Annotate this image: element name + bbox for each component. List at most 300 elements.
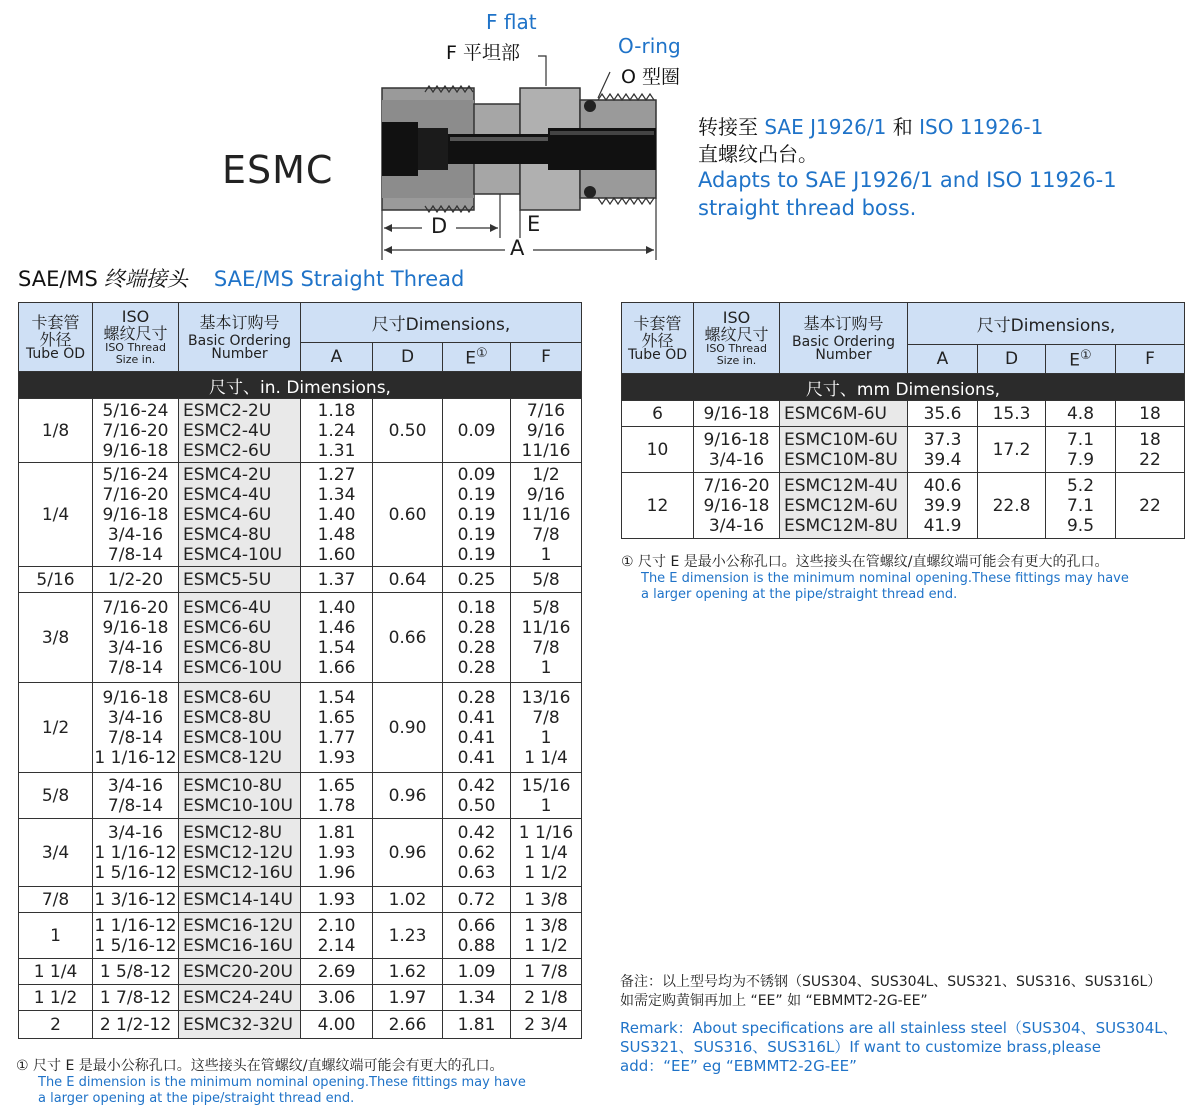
f-flat-label-cn: F 平坦部 <box>446 42 520 64</box>
dimension-f-cell-value: 7/8 <box>532 637 560 658</box>
dimension-e-cell-value: 0.28 <box>457 657 496 678</box>
dimension-a-cell-value: 1.66 <box>317 657 356 678</box>
ordering-number-cell-value: ESMC2-4U <box>183 420 272 441</box>
footnote-mark-left: ① <box>16 1058 29 1074</box>
dimension-d-cell: 0.90 <box>373 683 443 773</box>
ordering-number-cell-value: ESMC8-6U <box>183 687 272 708</box>
dimension-a-cell-value: 1.18 <box>317 400 356 421</box>
dimension-d-label: D <box>431 214 448 238</box>
ordering-number-cell-value: ESMC8-8U <box>183 707 272 728</box>
dimension-a-cell <box>908 401 978 427</box>
thread-size-cell-value: 7/8-14 <box>107 657 164 678</box>
table-row <box>622 401 1185 427</box>
table-row <box>19 819 582 887</box>
section-title <box>18 263 464 293</box>
ordering-number-cell <box>179 593 301 683</box>
oring-label-en: O-ring <box>618 34 681 58</box>
footnote-en-1: The E dimension is the minimum nominal opening.These fittings may have <box>641 571 1129 586</box>
thread-size-cell-value: 1 7/8-12 <box>99 987 172 1008</box>
dimension-f-cell: 22 <box>1116 473 1185 539</box>
footnote-en-left-2: a larger opening at the pipe/straight thread end. <box>38 1091 355 1106</box>
ordering-number-cell-value: ESMC2-6U <box>183 440 272 461</box>
tube-od-cell: 10 <box>622 427 694 473</box>
remark-cn-1: 备注：以上型号均为不锈钢（SUS304、SUS304L、SUS321、SUS316、SUS316L） <box>620 974 1162 990</box>
product-title: ESMC <box>222 148 334 192</box>
tube-od-cell: 12 <box>622 473 694 539</box>
dimension-e-cell-value: 0.28 <box>457 637 496 658</box>
header-a-mm: A <box>908 345 978 374</box>
tube-od-cell: 2 <box>19 1011 93 1039</box>
dimension-a-cell-value: 1.24 <box>317 420 356 441</box>
dimension-e-cell-value: 0.63 <box>457 862 496 883</box>
thread-size-cell-value: 1 1/16-12 <box>94 842 177 863</box>
dimension-e-cell <box>443 463 511 567</box>
table-row <box>19 399 582 463</box>
dimension-e-cell <box>443 1011 511 1039</box>
table-row <box>19 887 582 913</box>
ordering-number-cell <box>179 913 301 959</box>
thread-size-cell <box>93 567 179 593</box>
thread-size-cell-value: 9/16-18 <box>102 504 169 525</box>
dimension-a-cell-value: 2.69 <box>317 961 356 982</box>
footnote-mark: ① <box>621 554 634 570</box>
dimension-a-cell <box>301 463 373 567</box>
thread-size-cell <box>93 773 179 819</box>
ordering-number-cell-value: ESMC4-2U <box>183 464 272 485</box>
dimension-d-cell: 1.02 <box>373 887 443 913</box>
dimension-a-cell <box>301 913 373 959</box>
remark-cn-2: 如需定购黄铜再加上 “EE” 如 “EBMMT2-2G-EE” <box>620 993 928 1009</box>
dimension-f-cell-value: 7/8 <box>532 707 560 728</box>
dimension-f-cell-value: 9/16 <box>526 420 566 441</box>
dimension-a-cell-value: 41.9 <box>923 515 962 536</box>
dimension-a-cell <box>301 959 373 985</box>
dimension-f-cell-value: 15/16 <box>521 775 571 796</box>
thread-size-cell <box>694 473 780 539</box>
ordering-number-cell <box>179 819 301 887</box>
ordering-number-cell-value: ESMC20-20U <box>183 961 293 982</box>
ordering-number-cell <box>179 567 301 593</box>
table-row <box>19 683 582 773</box>
dimension-e-cell-value: 1.09 <box>457 961 496 982</box>
dimension-f-cell-value: 1 <box>540 795 552 816</box>
dimension-e-cell-value: 0.88 <box>457 935 496 956</box>
header-a: A <box>301 343 373 372</box>
dimension-a-cell <box>301 1011 373 1039</box>
header-dimensions-mm: 尺寸Dimensions, <box>908 303 1185 345</box>
thread-size-cell-value: 7/16-20 <box>102 484 169 505</box>
dimension-a-cell-value: 1.65 <box>317 707 356 728</box>
dimension-e-cell-value: 0.50 <box>457 795 496 816</box>
table-row <box>622 473 1185 539</box>
dimension-a-cell-value: 4.00 <box>317 1014 356 1035</box>
dimension-e-cell <box>443 593 511 683</box>
ordering-number-cell <box>780 473 908 539</box>
dimension-a-cell-value: 1.77 <box>317 727 356 748</box>
tube-od-cell: 5/16 <box>19 567 93 593</box>
dimension-f-cell-value: 18 <box>1139 403 1161 424</box>
thread-size-cell-value: 9/16-18 <box>102 617 169 638</box>
header-ordering-number: 基本订购号 Basic Ordering Number <box>179 303 301 372</box>
thread-size-cell-value: 1 5/16-12 <box>94 862 177 883</box>
mm-dimensions-table <box>621 302 1185 539</box>
ordering-number-cell <box>179 887 301 913</box>
tube-od-cell: 1/2 <box>19 683 93 773</box>
ordering-number-cell-value: ESMC12M-8U <box>784 515 898 536</box>
header-f: F <box>511 343 582 372</box>
dimension-e-cell-value: 7.1 <box>1066 429 1095 450</box>
dimension-a-cell-value: 1.40 <box>317 597 356 618</box>
ordering-number-cell-value: ESMC4-8U <box>183 524 272 545</box>
ordering-number-cell <box>179 985 301 1011</box>
dimension-d-cell: 0.60 <box>373 463 443 567</box>
dimension-a-cell <box>301 399 373 463</box>
dimension-d-cell: 2.66 <box>373 1011 443 1039</box>
dimension-f-cell-value: 1/2 <box>532 464 560 485</box>
dimension-f-cell-value: 2 1/8 <box>524 987 568 1008</box>
thread-size-cell-value: 9/16-18 <box>102 687 169 708</box>
thread-size-cell-value: 9/16-18 <box>703 495 770 516</box>
thread-size-cell <box>93 593 179 683</box>
dimension-d-cell: 0.64 <box>373 567 443 593</box>
dimension-a-cell-value: 1.46 <box>317 617 356 638</box>
ordering-number-cell-value: ESMC6-6U <box>183 617 272 638</box>
table-row <box>19 773 582 819</box>
dimension-e-cell-value: 4.8 <box>1066 403 1095 424</box>
dimension-e-cell <box>443 683 511 773</box>
ordering-number-cell <box>179 959 301 985</box>
footnote-cn-left: 尺寸 E 是最小公称孔口。这些接头在管螺纹/直螺纹端可能会有更大的孔口。 <box>33 1058 504 1074</box>
left-table-body <box>19 372 582 1039</box>
thread-size-cell <box>93 399 179 463</box>
dimension-a-cell <box>301 887 373 913</box>
dimension-a-cell-value: 2.14 <box>317 935 356 956</box>
thread-size-cell-value: 9/16-18 <box>703 429 770 450</box>
section-label: SAE/MS <box>18 267 98 291</box>
dimension-e-cell-value: 1.81 <box>457 1014 496 1035</box>
dimension-a-label: A <box>510 236 525 260</box>
dimension-e-cell-value: 0.28 <box>457 687 496 708</box>
ordering-number-cell <box>780 427 908 473</box>
dimension-e-cell <box>1046 427 1116 473</box>
dimension-a-cell-value: 1.27 <box>317 464 356 485</box>
dimension-a-cell <box>301 773 373 819</box>
header-dimensions: 尺寸Dimensions, <box>301 303 582 343</box>
description-en-line1: Adapts to SAE J1926/1 and ISO 11926-1 <box>698 168 1117 192</box>
thread-size-cell <box>694 401 780 427</box>
thread-size-cell-value: 1 5/8-12 <box>99 961 172 982</box>
ordering-number-cell <box>179 399 301 463</box>
ordering-number-cell-value: ESMC12-12U <box>183 842 293 863</box>
dimension-e-cell <box>1046 473 1116 539</box>
dimension-f-cell <box>511 593 582 683</box>
dimension-f-cell-value: 11/16 <box>521 617 571 638</box>
dimension-f-cell <box>511 985 582 1011</box>
dimension-a-cell-value: 1.40 <box>317 504 356 525</box>
thread-size-cell-value: 7/16-20 <box>703 475 770 496</box>
footnote-left <box>16 1055 526 1107</box>
dimension-a-cell <box>908 427 978 473</box>
tube-od-cell: 3/4 <box>19 819 93 887</box>
dimension-e-cell-value: 0.42 <box>457 775 496 796</box>
dimension-f-cell <box>511 399 582 463</box>
dimension-f-cell <box>511 887 582 913</box>
dimension-f-cell-value: 18 <box>1139 429 1161 450</box>
dimension-a-cell-value: 1.31 <box>317 440 356 461</box>
thread-size-cell-value: 3/4-16 <box>107 637 164 658</box>
ordering-number-cell-value: ESMC12M-6U <box>784 495 898 516</box>
dimension-f-cell-value: 7/8 <box>532 524 560 545</box>
f-flat-label-en: F flat <box>486 10 537 34</box>
dimension-f-cell-value: 1 1/4 <box>524 747 568 768</box>
dimension-d-cell: 0.66 <box>373 593 443 683</box>
tube-od-cell: 1/4 <box>19 463 93 567</box>
dimension-a-cell <box>301 683 373 773</box>
description-cn-line2: 直螺纹凸台。 <box>698 142 818 166</box>
dimension-e-cell-value: 0.19 <box>457 484 496 505</box>
dimension-f-cell <box>1116 427 1185 473</box>
dimension-f-cell-value: 1 7/8 <box>524 961 568 982</box>
thread-size-cell-value: 1 1/16-12 <box>94 915 177 936</box>
table-row <box>622 427 1185 473</box>
tube-od-cell: 1/8 <box>19 399 93 463</box>
thread-size-cell-value: 3/4-16 <box>708 449 765 470</box>
thread-size-cell <box>93 985 179 1011</box>
thread-size-cell <box>93 913 179 959</box>
dimension-a-cell-value: 1.65 <box>317 775 356 796</box>
ordering-number-cell-value: ESMC5-5U <box>183 569 272 590</box>
ordering-number-cell-value: ESMC6-8U <box>183 637 272 658</box>
thread-size-cell-value: 9/16-18 <box>102 440 169 461</box>
thread-size-cell-value: 3/4-16 <box>107 707 164 728</box>
dimension-f-cell <box>511 1011 582 1039</box>
dimension-f-cell-value: 1 <box>540 544 552 565</box>
dimension-e-cell-value: 0.28 <box>457 617 496 638</box>
tube-od-cell: 1 1/4 <box>19 959 93 985</box>
dimension-a-cell-value: 1.81 <box>317 822 356 843</box>
header-ordering-number-mm: 基本订购号 Basic Ordering Number <box>780 303 908 374</box>
tube-od-cell: 7/8 <box>19 887 93 913</box>
table-row <box>19 959 582 985</box>
header-d: D <box>373 343 443 372</box>
dimension-f-cell-value: 1 1/2 <box>524 935 568 956</box>
dimension-e-cell <box>443 985 511 1011</box>
dimension-f-cell <box>1116 401 1185 427</box>
dimension-e-cell <box>443 819 511 887</box>
dimension-f-cell-value: 9/16 <box>526 484 566 505</box>
dimension-d-cell: 0.50 <box>373 399 443 463</box>
thread-size-cell-value: 1 3/16-12 <box>94 889 177 910</box>
dimension-a-cell-value: 1.34 <box>317 484 356 505</box>
dimension-f-cell <box>511 463 582 567</box>
thread-size-cell <box>93 1011 179 1039</box>
dimension-a-cell <box>301 985 373 1011</box>
remark-en-1: Remark：About specifications are all stainless steel（SUS304、SUS304L、 <box>620 1019 1178 1037</box>
thread-size-cell-value: 5/16-24 <box>102 464 169 485</box>
dimension-f-cell <box>511 683 582 773</box>
ordering-number-cell-value: ESMC8-12U <box>183 747 283 768</box>
dimension-e-cell-value: 0.18 <box>457 597 496 618</box>
dimension-e-cell-value: 0.41 <box>457 747 496 768</box>
table-row <box>19 985 582 1011</box>
dimension-f-cell-value: 11/16 <box>521 504 571 525</box>
ordering-number-cell-value: ESMC2-2U <box>183 400 272 421</box>
dimension-e-cell <box>1046 401 1116 427</box>
footnote-en-left-1: The E dimension is the minimum nominal opening.These fittings may have <box>38 1075 526 1090</box>
ordering-number-cell-value: ESMC12M-4U <box>784 475 898 496</box>
section-label-en: SAE/MS Straight Thread <box>213 267 465 291</box>
thread-size-cell-value: 3/4-16 <box>107 775 164 796</box>
dimension-e-cell <box>443 913 511 959</box>
dimension-e-cell-value: 7.9 <box>1066 449 1095 470</box>
ordering-number-cell-value: ESMC12-16U <box>183 862 293 883</box>
footnote-cn: 尺寸 E 是最小公称孔口。这些接头在管螺纹/直螺纹端可能会有更大的孔口。 <box>638 554 1109 570</box>
thread-size-cell-value: 7/8-14 <box>107 795 164 816</box>
header-e: E① <box>443 343 511 372</box>
dimension-a-cell-value: 39.9 <box>923 495 962 516</box>
dimension-f-cell-value: 1 1/2 <box>524 862 568 883</box>
dimension-a-cell-value: 37.3 <box>923 429 962 450</box>
dimension-e-cell-value: 0.72 <box>457 889 496 910</box>
dimension-a-cell-value: 39.4 <box>923 449 962 470</box>
dimension-a-cell-value: 40.6 <box>923 475 962 496</box>
dimension-a-cell-value: 1.93 <box>317 747 356 768</box>
dimension-f-cell-value: 2 3/4 <box>524 1014 568 1035</box>
dimension-f-cell-value: 11/16 <box>521 440 571 461</box>
ordering-number-cell-value: ESMC4-10U <box>183 544 283 565</box>
dimension-a-cell-value: 3.06 <box>317 987 356 1008</box>
dimension-d-cell: 22.8 <box>978 473 1046 539</box>
tube-od-cell: 5/8 <box>19 773 93 819</box>
dimension-f-cell-value: 1 <box>540 657 552 678</box>
dimension-e-cell <box>443 773 511 819</box>
dimension-e-cell-value: 0.19 <box>457 524 496 545</box>
dimension-a-cell-value: 35.6 <box>923 403 962 424</box>
dimension-e-cell-value: 0.19 <box>457 504 496 525</box>
ordering-number-cell-value: ESMC14-14U <box>183 889 293 910</box>
dimension-f-cell-value: 7/16 <box>526 400 566 421</box>
dimension-a-cell <box>301 819 373 887</box>
right-table-body <box>622 374 1185 539</box>
ordering-number-cell-value: ESMC10M-6U <box>784 429 898 450</box>
unit-row-inch: 尺寸、in. Dimensions, <box>19 372 582 399</box>
tube-od-cell: 6 <box>622 401 694 427</box>
thread-size-cell-value: 7/16-20 <box>102 597 169 618</box>
footnote-en-2: a larger opening at the pipe/straight thread end. <box>641 587 958 602</box>
header-tube-od: 卡套管 外径 Tube OD <box>19 303 93 372</box>
thread-size-cell <box>93 887 179 913</box>
ordering-number-cell-value: ESMC8-10U <box>183 727 283 748</box>
footnote-right <box>621 551 1129 603</box>
table-row <box>19 593 582 683</box>
thread-size-cell-value: 7/16-20 <box>102 420 169 441</box>
dimension-d-cell: 1.23 <box>373 913 443 959</box>
oring-label-cn: O 型圈 <box>621 66 680 88</box>
dimension-e-cell-value: 0.42 <box>457 822 496 843</box>
dimension-f-cell-value: 13/16 <box>521 687 571 708</box>
thread-size-cell-value: 7/8-14 <box>107 544 164 565</box>
dimension-e-cell-value: 0.09 <box>457 464 496 485</box>
dimension-e-cell-value: 0.41 <box>457 707 496 728</box>
header-f-mm: F <box>1116 345 1185 374</box>
header-d-mm: D <box>978 345 1046 374</box>
thread-size-cell-value: 3/4-16 <box>708 515 765 536</box>
remark-en-3: add：“EE” eg “EBMMT2-2G-EE” <box>620 1057 857 1075</box>
dimension-a-cell <box>908 473 978 539</box>
header-iso-thread-mm: ISO 螺纹尺寸 ISO Thread Size in. <box>694 303 780 374</box>
dimension-f-cell-value: 5/8 <box>532 597 560 618</box>
header-iso-thread: ISO 螺纹尺寸 ISO Thread Size in. <box>93 303 179 372</box>
description-en-line2: straight thread boss. <box>698 196 917 220</box>
dimension-f-cell-value: 1 1/16 <box>518 822 574 843</box>
dimension-f-cell-value: 1 1/4 <box>524 842 568 863</box>
dimension-e-label: E <box>527 212 541 236</box>
dimension-e-cell-value: 1.34 <box>457 987 496 1008</box>
dimension-a-cell-value: 1.93 <box>317 842 356 863</box>
description-cn-line1: 转接至 SAE J1926/1 和 ISO 11926-1 <box>698 115 1044 139</box>
ordering-number-cell-value: ESMC12-8U <box>183 822 283 843</box>
dimension-f-cell-value: 5/8 <box>532 569 560 590</box>
dimension-d-cell: 0.96 <box>373 773 443 819</box>
thread-size-cell-value: 3/4-16 <box>107 822 164 843</box>
thread-size-cell <box>694 427 780 473</box>
ordering-number-cell-value: ESMC16-16U <box>183 935 293 956</box>
ordering-number-cell-value: ESMC24-24U <box>183 987 293 1008</box>
remark-en-2: SUS321、SUS316、SUS316L）If want to customize brass,please <box>620 1038 1101 1056</box>
ordering-number-cell-value: ESMC6M-6U <box>784 403 887 424</box>
remark-block <box>620 973 1178 1076</box>
dimension-d-cell: 15.3 <box>978 401 1046 427</box>
table-row <box>19 567 582 593</box>
dimension-a-cell-value: 1.60 <box>317 544 356 565</box>
unit-row-mm: 尺寸、mm Dimensions, <box>622 374 1185 401</box>
dimension-e-cell-value: 0.41 <box>457 727 496 748</box>
dimension-e-cell-value: 7.1 <box>1066 495 1095 516</box>
dimension-a-cell-value: 1.93 <box>317 889 356 910</box>
dimension-e-cell <box>443 959 511 985</box>
table-row <box>19 463 582 567</box>
ordering-number-cell-value: ESMC10-10U <box>183 795 293 816</box>
ordering-number-cell-value: ESMC6-4U <box>183 597 272 618</box>
dimension-f-cell <box>511 773 582 819</box>
ordering-number-cell-value: ESMC4-4U <box>183 484 272 505</box>
table-row <box>19 913 582 959</box>
ordering-number-cell <box>179 773 301 819</box>
dimension-e-cell <box>443 887 511 913</box>
tube-od-cell: 3/8 <box>19 593 93 683</box>
dimension-a-cell-value: 1.37 <box>317 569 356 590</box>
thread-size-cell-value: 1/2-20 <box>107 569 164 590</box>
dimension-e-cell-value: 0.62 <box>457 842 496 863</box>
thread-size-cell-value: 1 5/16-12 <box>94 935 177 956</box>
dimension-a-cell-value: 1.96 <box>317 862 356 883</box>
dimension-f-cell-value: 1 3/8 <box>524 915 568 936</box>
description-cn <box>698 114 1043 168</box>
dimension-e-cell-value: 0.25 <box>457 569 496 590</box>
dimension-f-cell <box>511 959 582 985</box>
ordering-number-cell <box>780 401 908 427</box>
dimension-a-cell-value: 1.78 <box>317 795 356 816</box>
section-label-cn: 终端接头 <box>103 267 188 291</box>
dimension-e-cell-value: 9.5 <box>1066 515 1095 536</box>
dimension-f-cell-value: 1 <box>540 727 552 748</box>
dimension-f-cell <box>511 913 582 959</box>
dimension-e-cell <box>443 567 511 593</box>
dimension-a-cell <box>301 567 373 593</box>
ordering-number-cell-value: ESMC4-6U <box>183 504 272 525</box>
tube-od-cell: 1 <box>19 913 93 959</box>
dimension-d-cell: 17.2 <box>978 427 1046 473</box>
